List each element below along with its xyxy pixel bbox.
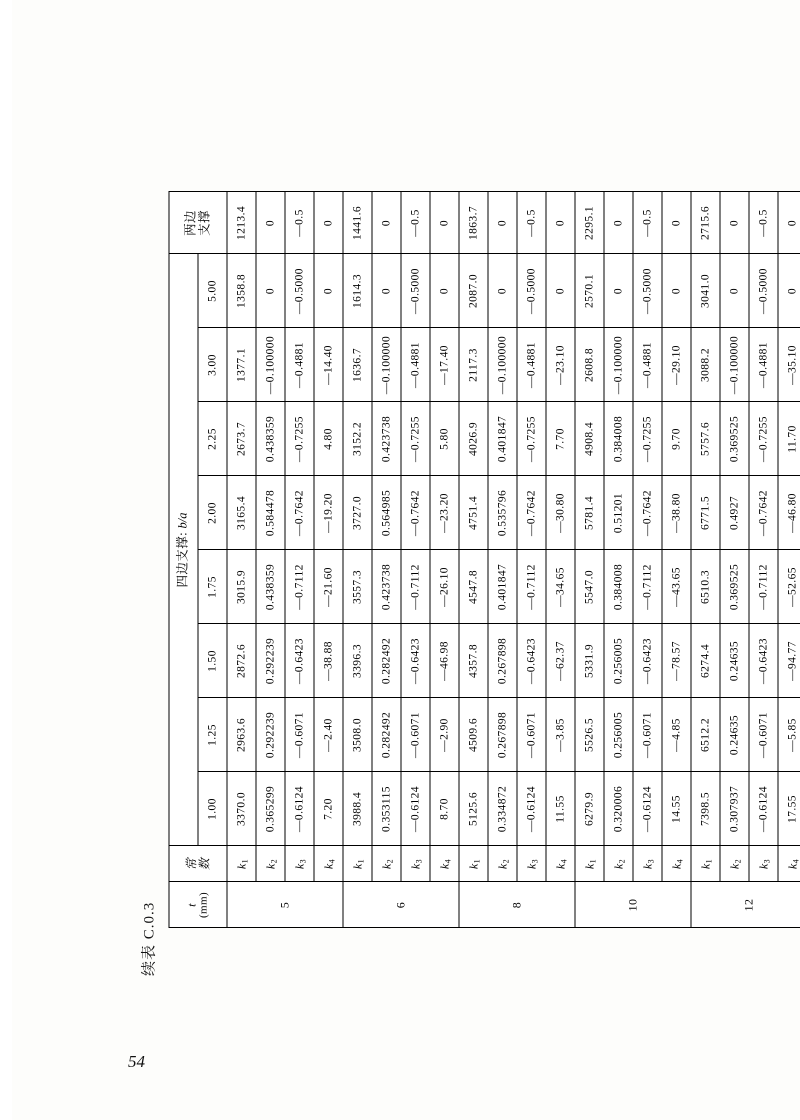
table-row [778, 192, 800, 928]
cell-value: —38.80 [662, 476, 691, 550]
cell-value: —0.7112 [517, 550, 546, 624]
header-group-ratio: b/a [175, 512, 190, 529]
table-row [256, 192, 285, 928]
cell-value: —0.7642 [633, 476, 662, 550]
cell-value: —0.7255 [401, 402, 430, 476]
header-constant [169, 846, 227, 882]
cell-value: 3088.2 [691, 328, 720, 402]
cell-value: 8.70 [430, 772, 459, 846]
cell-thickness: 8 [459, 882, 575, 928]
cell-value: 7398.5 [691, 772, 720, 846]
cell-two-side-value: 0 [488, 192, 517, 254]
cell-value: 0 [430, 254, 459, 328]
cell-value: —14.40 [314, 328, 343, 402]
cell-value: —46.98 [430, 624, 459, 698]
cell-value: —0.6124 [401, 772, 430, 846]
table-row [488, 192, 517, 928]
header-thickness-symbol: t [184, 903, 199, 907]
cell-two-side-value: 0 [256, 192, 285, 254]
header-thickness-unit: (mm) [197, 891, 210, 919]
header-ba-3-00: 3.00 [198, 328, 227, 402]
cell-value: 0.51201 [604, 476, 633, 550]
cell-value: —0.100000 [604, 328, 633, 402]
table-row [314, 192, 343, 928]
cell-value: —0.6071 [285, 698, 314, 772]
cell-value: 0.24635 [720, 624, 749, 698]
cell-value: —21.60 [314, 550, 343, 624]
cell-constant-name: $k_1$ [691, 846, 720, 882]
cell-value: 1377.1 [227, 328, 256, 402]
cell-value: 0.24635 [720, 698, 749, 772]
table-row [343, 192, 372, 928]
cell-value: 0 [778, 254, 800, 328]
cell-constant-name: $k_4$ [546, 846, 575, 882]
cell-value: —52.65 [778, 550, 800, 624]
cell-two-side-value: 1441.6 [343, 192, 372, 254]
table-row [285, 192, 314, 928]
cell-value: 6274.4 [691, 624, 720, 698]
cell-value: 5757.6 [691, 402, 720, 476]
cell-value: 0.423738 [372, 550, 401, 624]
table-row [633, 192, 662, 928]
cell-value: 0.535796 [488, 476, 517, 550]
cell-thickness: 12 [691, 882, 800, 928]
cell-value: —0.6071 [517, 698, 546, 772]
header-group-label: 四边支撑: [175, 532, 190, 588]
cell-value: 0 [720, 254, 749, 328]
cell-value: —0.6124 [633, 772, 662, 846]
scan-edge [0, 0, 12, 1120]
cell-value: —0.5000 [401, 254, 430, 328]
cell-constant-name: $k_3$ [285, 846, 314, 882]
cell-value: 2087.0 [459, 254, 488, 328]
cell-value: 5331.9 [575, 624, 604, 698]
cell-value: —0.100000 [720, 328, 749, 402]
header-ba-2-25: 2.25 [198, 402, 227, 476]
table-row [401, 192, 430, 928]
cell-value: 0.423738 [372, 402, 401, 476]
cell-value: —0.7642 [517, 476, 546, 550]
cell-value: —0.4881 [517, 328, 546, 402]
cell-value: 0.267898 [488, 624, 517, 698]
cell-value: 0.384008 [604, 402, 633, 476]
cell-value: —23.20 [430, 476, 459, 550]
cell-value: —2.90 [430, 698, 459, 772]
cell-value: —26.10 [430, 550, 459, 624]
cell-value: 9.70 [662, 402, 691, 476]
cell-value: —46.80 [778, 476, 800, 550]
cell-value: 5125.6 [459, 772, 488, 846]
cell-value: 6771.5 [691, 476, 720, 550]
cell-constant-name: $k_4$ [430, 846, 459, 882]
cell-value: 4.80 [314, 402, 343, 476]
cell-value: 5.80 [430, 402, 459, 476]
table-row [517, 192, 546, 928]
cell-value: —34.65 [546, 550, 575, 624]
cell-thickness: 5 [227, 882, 343, 928]
cell-constant-name: $k_2$ [488, 846, 517, 882]
cell-value: —3.85 [546, 698, 575, 772]
cell-value: —0.100000 [372, 328, 401, 402]
cell-value: 0.282492 [372, 698, 401, 772]
cell-value: 3988.4 [343, 772, 372, 846]
table-subheader-row [198, 192, 227, 928]
table-head [169, 192, 227, 928]
cell-value: —0.7112 [285, 550, 314, 624]
header-two-side-line1: 两边 [183, 210, 198, 236]
cell-value: —94.77 [778, 624, 800, 698]
header-constant-line2: 数 [197, 857, 211, 871]
cell-value: 0 [662, 254, 691, 328]
cell-value: 0 [488, 254, 517, 328]
header-ba-1-00: 1.00 [198, 772, 227, 846]
cell-value: 3508.0 [343, 698, 372, 772]
header-two-side-support [169, 192, 227, 254]
page-number: 54 [128, 1052, 145, 1071]
cell-value: 0 [604, 254, 633, 328]
cell-two-side-value: —0.5 [633, 192, 662, 254]
cell-value: —0.7255 [285, 402, 314, 476]
cell-value: 0.282492 [372, 624, 401, 698]
cell-value: 3015.9 [227, 550, 256, 624]
cell-value: 0.584478 [256, 476, 285, 550]
cell-value: 0.353115 [372, 772, 401, 846]
cell-value: 3727.0 [343, 476, 372, 550]
cell-value: —0.4881 [633, 328, 662, 402]
cell-value: —0.6423 [517, 624, 546, 698]
cell-value: 0 [256, 254, 285, 328]
cell-value: 0.267898 [488, 698, 517, 772]
cell-value: —0.6423 [633, 624, 662, 698]
cell-value: —0.6124 [749, 772, 778, 846]
cell-two-side-value: 0 [546, 192, 575, 254]
cell-constant-name: $k_2$ [256, 846, 285, 882]
table-row [575, 192, 604, 928]
cell-value: 1636.7 [343, 328, 372, 402]
cell-two-side-value: 2715.6 [691, 192, 720, 254]
cell-two-side-value: —0.5 [285, 192, 314, 254]
cell-two-side-value: 0 [720, 192, 749, 254]
cell-value: —0.7112 [633, 550, 662, 624]
table-row [459, 192, 488, 928]
cell-value: —0.4881 [401, 328, 430, 402]
cell-two-side-value: 0 [372, 192, 401, 254]
cell-value: 0.334872 [488, 772, 517, 846]
cell-value: —0.5000 [633, 254, 662, 328]
cell-value: —0.7255 [633, 402, 662, 476]
cell-value: 0.369525 [720, 402, 749, 476]
table-row [372, 192, 401, 928]
cell-value: 11.55 [546, 772, 575, 846]
header-four-side-support-group [169, 254, 198, 846]
cell-value: 4509.6 [459, 698, 488, 772]
cell-constant-name: $k_2$ [604, 846, 633, 882]
cell-value: 0.564985 [372, 476, 401, 550]
cell-value: —0.7112 [401, 550, 430, 624]
cell-value: 17.55 [778, 772, 800, 846]
cell-value: 4751.4 [459, 476, 488, 550]
cell-value: —0.7112 [749, 550, 778, 624]
cell-value: 1614.3 [343, 254, 372, 328]
cell-value: —0.6071 [633, 698, 662, 772]
header-ba-2-00: 2.00 [198, 476, 227, 550]
cell-value: —0.6071 [749, 698, 778, 772]
cell-two-side-value: 2295.1 [575, 192, 604, 254]
cell-value: 0.4927 [720, 476, 749, 550]
cell-value: 3370.0 [227, 772, 256, 846]
cell-value: 0.256005 [604, 624, 633, 698]
cell-two-side-value: —0.5 [517, 192, 546, 254]
cell-value: 0.438359 [256, 402, 285, 476]
cell-value: 3041.0 [691, 254, 720, 328]
cell-value: 1358.8 [227, 254, 256, 328]
header-ba-1-25: 1.25 [198, 698, 227, 772]
cell-value: —0.6423 [285, 624, 314, 698]
cell-value: 3557.3 [343, 550, 372, 624]
cell-value: 7.20 [314, 772, 343, 846]
cell-value: 0.256005 [604, 698, 633, 772]
table-row [691, 192, 720, 928]
cell-value: —0.7255 [749, 402, 778, 476]
cell-value: —0.5000 [285, 254, 314, 328]
cell-value: 6510.3 [691, 550, 720, 624]
cell-thickness: 6 [343, 882, 459, 928]
cell-value: 0.292239 [256, 698, 285, 772]
cell-value: 6279.9 [575, 772, 604, 846]
cell-two-side-value: 0 [604, 192, 633, 254]
cell-value: 0.369525 [720, 550, 749, 624]
cell-value: —30.80 [546, 476, 575, 550]
cell-value: 5526.5 [575, 698, 604, 772]
header-ba-1-50: 1.50 [198, 624, 227, 698]
cell-value: 2872.6 [227, 624, 256, 698]
cell-value: —0.4881 [285, 328, 314, 402]
cell-value: 0.292239 [256, 624, 285, 698]
header-two-side-line2: 支撑 [197, 210, 211, 236]
cell-value: —23.10 [546, 328, 575, 402]
cell-value: 0.401847 [488, 402, 517, 476]
cell-value: 2117.3 [459, 328, 488, 402]
header-ba-5-00: 5.00 [198, 254, 227, 328]
table-body [227, 192, 800, 928]
cell-value: 0 [314, 254, 343, 328]
table-row [662, 192, 691, 928]
cell-value: 3165.4 [227, 476, 256, 550]
cell-value: 0 [546, 254, 575, 328]
cell-value: —0.6124 [517, 772, 546, 846]
cell-value: 3396.3 [343, 624, 372, 698]
cell-value: 11.70 [778, 402, 800, 476]
cell-value: —0.6423 [749, 624, 778, 698]
cell-value: 2673.7 [227, 402, 256, 476]
cell-value: —0.6423 [401, 624, 430, 698]
cell-constant-name: $k_2$ [720, 846, 749, 882]
cell-two-side-value: —0.5 [401, 192, 430, 254]
constants-table [169, 192, 800, 929]
cell-two-side-value: 1213.4 [227, 192, 256, 254]
cell-value: 2608.8 [575, 328, 604, 402]
cell-value: —29.10 [662, 328, 691, 402]
table-row [546, 192, 575, 928]
table-row [604, 192, 633, 928]
cell-value: 4026.9 [459, 402, 488, 476]
cell-value: 0.307937 [720, 772, 749, 846]
cell-value: 5781.4 [575, 476, 604, 550]
cell-value: —0.7255 [517, 402, 546, 476]
cell-value: 0 [372, 254, 401, 328]
cell-value: —0.6071 [401, 698, 430, 772]
cell-constant-name: $k_1$ [575, 846, 604, 882]
cell-value: 7.70 [546, 402, 575, 476]
cell-two-side-value: 0 [778, 192, 800, 254]
cell-constant-name: $k_1$ [227, 846, 256, 882]
cell-value: —0.100000 [256, 328, 285, 402]
header-thickness [169, 882, 227, 928]
cell-value: 0.365299 [256, 772, 285, 846]
cell-value: 0.401847 [488, 550, 517, 624]
table-header-row [169, 192, 198, 928]
cell-value: —0.7642 [285, 476, 314, 550]
cell-constant-name: $k_3$ [749, 846, 778, 882]
table-caption: 续表 C.0.3 [141, 901, 158, 976]
rotated-content [138, 110, 800, 1010]
table-row [749, 192, 778, 928]
cell-value: 2570.1 [575, 254, 604, 328]
cell-value: —0.4881 [749, 328, 778, 402]
cell-value: —0.5000 [517, 254, 546, 328]
cell-value: —38.88 [314, 624, 343, 698]
cell-value: 0.320006 [604, 772, 633, 846]
cell-value: —5.85 [778, 698, 800, 772]
cell-value: 3152.2 [343, 402, 372, 476]
cell-constant-name: $k_4$ [314, 846, 343, 882]
cell-value: —35.10 [778, 328, 800, 402]
cell-value: 6512.2 [691, 698, 720, 772]
cell-value: 2963.6 [227, 698, 256, 772]
cell-constant-name: $k_2$ [372, 846, 401, 882]
cell-value: 0.384008 [604, 550, 633, 624]
table-row [430, 192, 459, 928]
cell-value: —78.57 [662, 624, 691, 698]
cell-value: 4357.8 [459, 624, 488, 698]
cell-constant-name: $k_4$ [778, 846, 800, 882]
cell-value: —0.5000 [749, 254, 778, 328]
cell-value: —2.40 [314, 698, 343, 772]
cell-value: —0.100000 [488, 328, 517, 402]
header-ba-1-75: 1.75 [198, 550, 227, 624]
cell-constant-name: $k_1$ [459, 846, 488, 882]
cell-value: 14.55 [662, 772, 691, 846]
cell-value: —62.37 [546, 624, 575, 698]
header-constant-line1: 常 [184, 857, 199, 871]
cell-value: 4547.8 [459, 550, 488, 624]
cell-thickness: 10 [575, 882, 691, 928]
cell-constant-name: $k_4$ [662, 846, 691, 882]
cell-value: 4908.4 [575, 402, 604, 476]
cell-two-side-value: 0 [430, 192, 459, 254]
cell-value: —0.7642 [401, 476, 430, 550]
cell-constant-name: $k_3$ [633, 846, 662, 882]
cell-value: 5547.0 [575, 550, 604, 624]
cell-two-side-value: 0 [662, 192, 691, 254]
cell-value: —0.6124 [285, 772, 314, 846]
cell-two-side-value: 0 [314, 192, 343, 254]
cell-value: —17.40 [430, 328, 459, 402]
cell-value: 0.438359 [256, 550, 285, 624]
cell-value: —19.20 [314, 476, 343, 550]
cell-constant-name: $k_1$ [343, 846, 372, 882]
cell-constant-name: $k_3$ [401, 846, 430, 882]
cell-constant-name: $k_3$ [517, 846, 546, 882]
table-row [720, 192, 749, 928]
cell-value: —4.85 [662, 698, 691, 772]
cell-two-side-value: 1863.7 [459, 192, 488, 254]
cell-value: —0.7642 [749, 476, 778, 550]
table-row [227, 192, 256, 928]
cell-two-side-value: —0.5 [749, 192, 778, 254]
cell-value: —43.65 [662, 550, 691, 624]
